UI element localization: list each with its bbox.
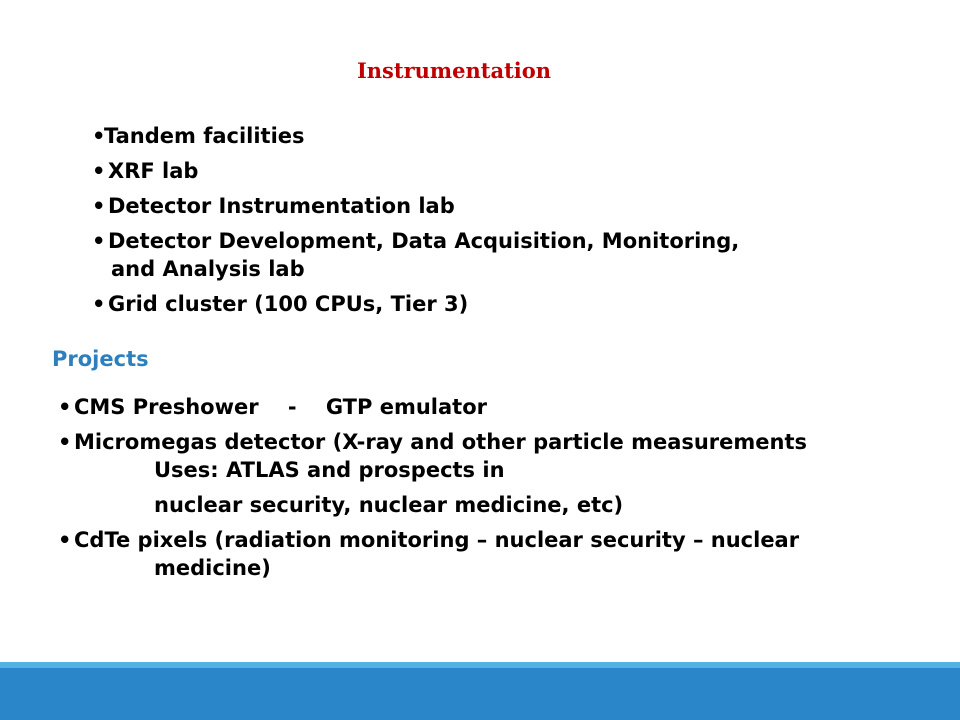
list-item [92, 290, 739, 318]
bullet-icon: • [92, 229, 106, 253]
projects-heading: Projects [52, 347, 149, 371]
list-item [58, 393, 807, 421]
bullet-icon: • [92, 124, 106, 148]
bullet-icon: • [58, 528, 72, 552]
list-item-subline: nuclear security, nuclear medicine, etc) [154, 493, 624, 517]
footer-band [0, 662, 960, 720]
list-item-subline: Uses: ATLAS and prospects in [154, 458, 505, 482]
list-item-text: Grid cluster (100 CPUs, Tier 3) [108, 292, 469, 316]
list-item-continuation: and Analysis lab [111, 257, 305, 281]
list-item [92, 122, 739, 150]
list-item [58, 428, 807, 519]
list-item-text: CMS Preshower - GTP emulator [74, 395, 487, 419]
list-item-text: XRF lab [108, 159, 199, 183]
list-item-text: CdTe pixels (radiation monitoring – nuclear security – nuclear [74, 528, 800, 552]
bullet-icon: • [92, 159, 106, 183]
bullet-icon: • [58, 430, 72, 454]
bullet-icon: • [92, 292, 106, 316]
bullet-icon: • [92, 194, 106, 218]
list-item-subline: medicine) [154, 556, 271, 580]
list-item-text: Micromegas detector (X-ray and other particle measurements [74, 430, 808, 454]
projects-list [58, 393, 807, 589]
slide-title: Instrumentation [356, 58, 552, 83]
list-item [92, 227, 739, 283]
list-item-text: Tandem facilities [104, 124, 305, 148]
list-item-text: Detector Development, Data Acquisition, Monitoring, [108, 229, 740, 253]
list-item [92, 157, 739, 185]
list-item [92, 192, 739, 220]
instrumentation-list [92, 122, 739, 325]
list-item [58, 526, 807, 582]
bullet-icon: • [58, 395, 72, 419]
list-item-text: Detector Instrumentation lab [108, 194, 455, 218]
